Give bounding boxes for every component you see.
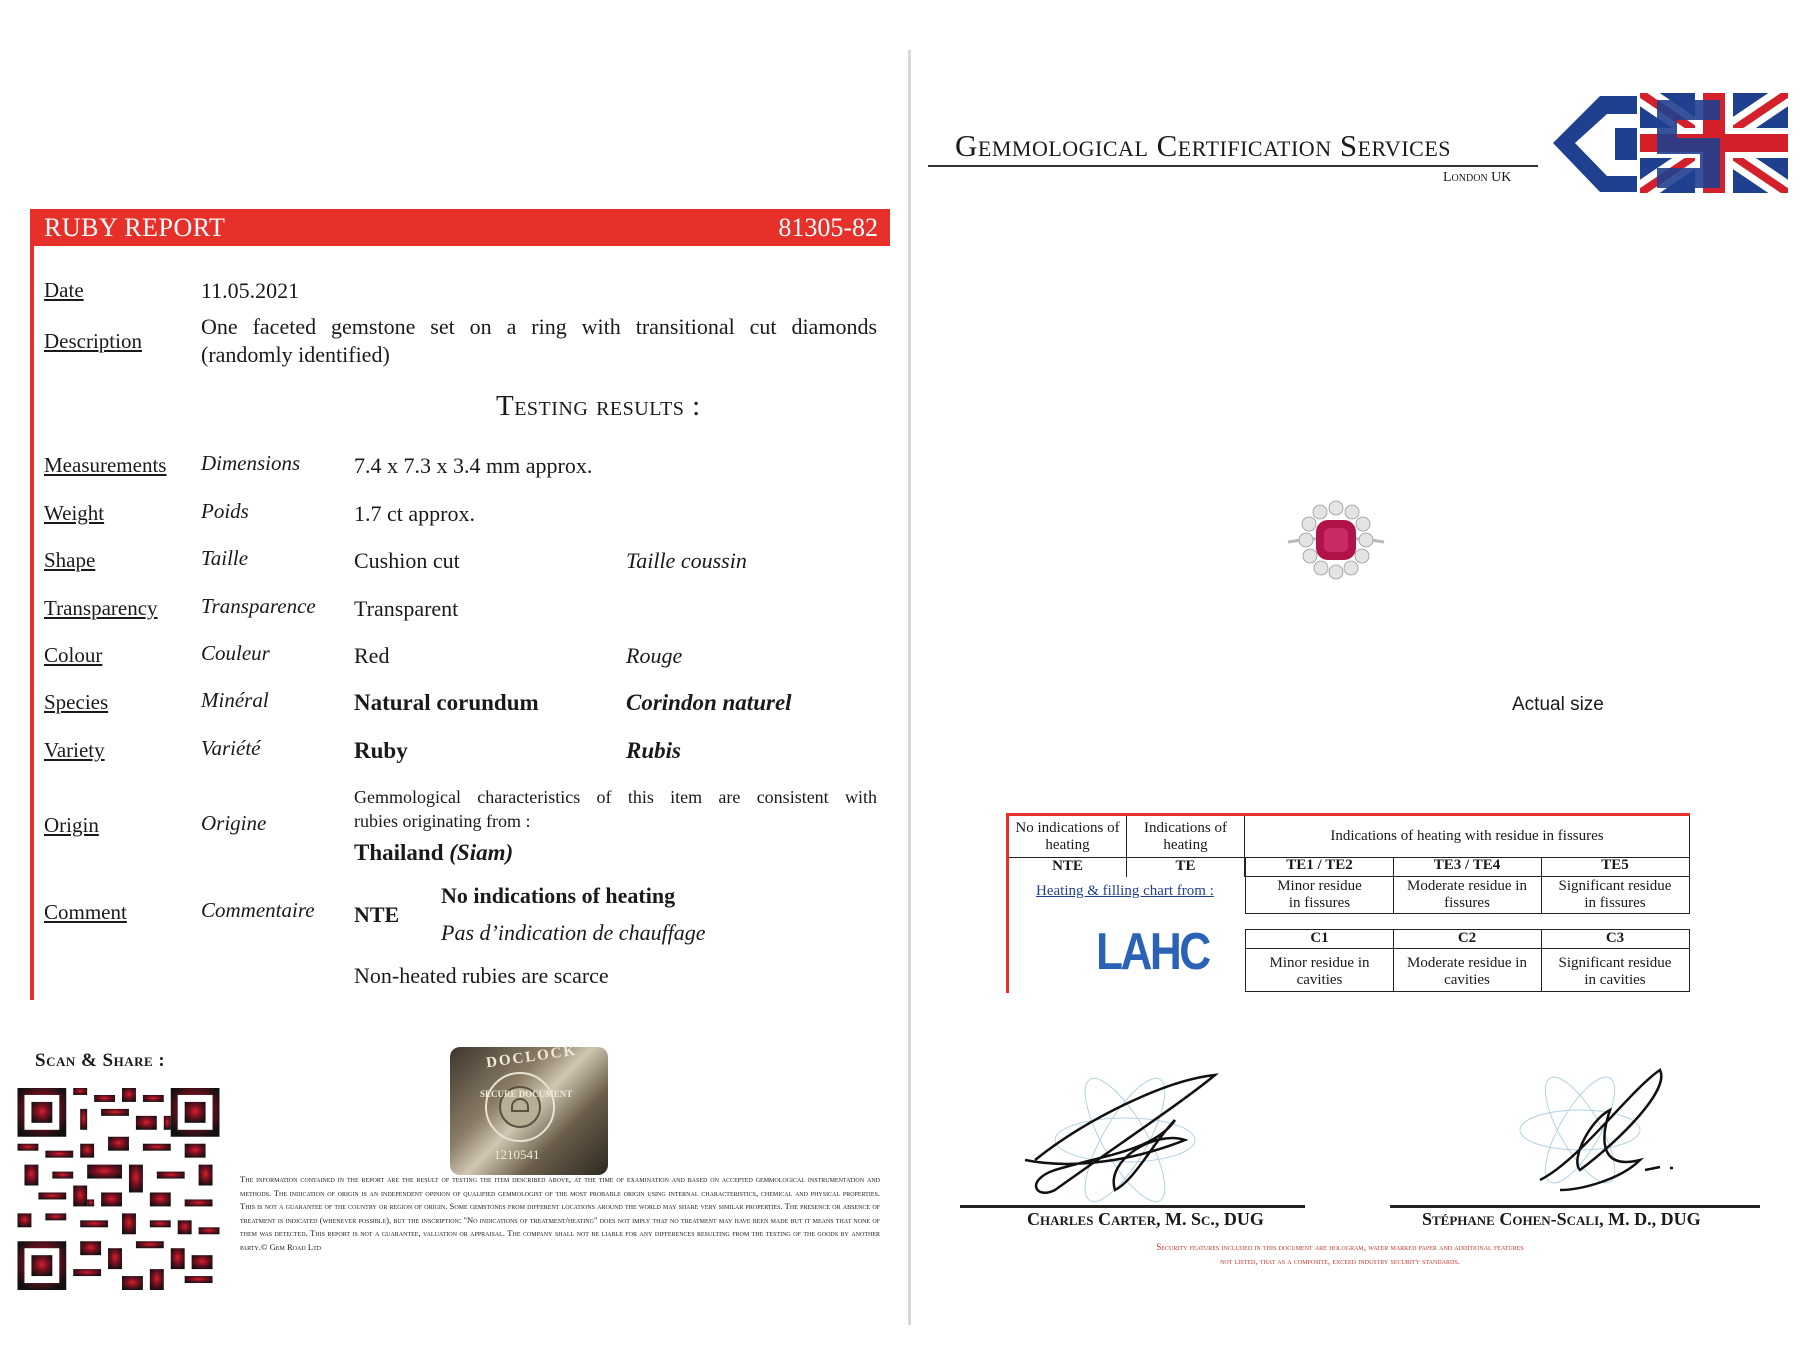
company-city: London UK [1443, 170, 1512, 185]
lahc-logo-icon [1094, 920, 1209, 990]
signature-carter-image [1015, 1060, 1235, 1210]
c-desc-3: Significant residue in cavities [1541, 948, 1690, 992]
result-label-fr: Dimensions [201, 451, 301, 475]
c-code-1: C1 [1245, 929, 1394, 949]
ruby-ring-image [1286, 496, 1386, 586]
residue-header: Indications of heating with residue in fissures [1245, 816, 1690, 858]
disclaimer-text: The information contained in the report are the result of testing the item described above, at the time of examination and based on accepted gemmological instrumentation and methods. The indication of origin is an independent opinion of qualified gemmologist of the most probable origin using internal characteristics, chemical and physical properties. This is not a guarantee of the country or region of origin. Some gemstones from different locations around the world may share very similar properties. The presence or absence of treatment is indicated (whenever possible), but the inscription: "No indications of treatment/heating" does not imply that no treatment may have been made but it means that none of them was detected. This report is not a guarantee, valuation or appraisal. The company shall not be liable for any differences resulting from the testing of the goods by another party.© Gem Road Ltd [240, 1174, 880, 1252]
result-value: Ruby [354, 738, 408, 763]
result-label-fr: Variété [201, 736, 261, 760]
company-rule [928, 165, 1538, 167]
date-label: Date [44, 278, 84, 302]
hologram-serial: 1210541 [494, 1147, 540, 1162]
result-label: Colour [44, 643, 103, 667]
te-desc-1: Minor residue in fissures [1245, 876, 1394, 914]
report-left-border [30, 246, 34, 1000]
actual-size-label: Actual size [1512, 694, 1604, 715]
company-name: Gemmological Certification Services [955, 128, 1451, 163]
te-desc-2: Moderate residue in fissures [1393, 876, 1542, 914]
origin-label: Origin [44, 813, 99, 837]
origin-text [354, 785, 877, 833]
te-desc-3: Significant residue in fissures [1541, 876, 1690, 914]
te-code-2: TE3 / TE4 [1393, 857, 1542, 877]
nte-code: NTE [1009, 857, 1127, 877]
result-value: Cushion cut [354, 548, 460, 573]
result-value: Red [354, 643, 390, 668]
c-code-2: C2 [1393, 929, 1542, 949]
origin-country-fr: (Siam) [449, 840, 514, 865]
description-line-1: One faceted gemstone set on a ring with transitional cut diamonds [201, 314, 877, 339]
signature-line-2 [1390, 1205, 1760, 1208]
qr-code-icon[interactable] [16, 1088, 221, 1290]
c-desc-1: Minor residue in cavities [1245, 948, 1394, 992]
result-value: Natural corundum [354, 690, 539, 715]
c-code-3: C3 [1541, 929, 1690, 949]
signatory-name-2: Stéphane Cohen-Scali, M. D., DUG [1422, 1209, 1701, 1229]
gcs-logo-icon [1545, 88, 1790, 198]
origin-line-1: Gemmological characteristics of this item are consistent with [354, 787, 877, 807]
nte-desc-cell [1009, 816, 1127, 858]
origin-country [354, 840, 513, 866]
scan-share-label: Scan & Share : [35, 1050, 166, 1071]
hologram-caption: SECURE DOCUMENT [480, 1089, 573, 1099]
result-label-fr: Transparence [201, 594, 316, 618]
description-value [201, 313, 877, 369]
result-value-fr: Rouge [626, 643, 683, 668]
comment-code: NTE [354, 902, 400, 927]
result-label: Species [44, 690, 109, 714]
heating-chart-link[interactable]: Heating & filling chart from : [1036, 883, 1214, 899]
result-label: Weight [44, 501, 105, 525]
result-label: Variety [44, 738, 105, 762]
page-fold [908, 50, 911, 1325]
nte-desc: No indications of heating [1015, 820, 1120, 853]
te-desc: Indications of heating [1144, 820, 1227, 853]
signature-cohen-scali-image [1500, 1050, 1690, 1200]
result-value-fr: Taille coussin [626, 548, 747, 573]
result-value: Transparent [354, 596, 459, 621]
report-header-bar [30, 209, 890, 246]
report-title: RUBY REPORT [44, 213, 226, 242]
doclock-hologram [450, 1042, 608, 1175]
comment-note: Non-heated rubies are scarce [354, 963, 609, 988]
lahc-logo-text: LAHC [1096, 923, 1209, 981]
result-label-fr: Minéral [201, 688, 269, 712]
result-label: Measurements [44, 453, 167, 477]
c-desc-2: Moderate residue in cavities [1393, 948, 1542, 992]
hologram-brand: DOCLOCK [485, 1042, 579, 1072]
te-code-3: TE5 [1541, 857, 1690, 877]
result-value: 7.4 x 7.3 x 3.4 mm approx. [354, 453, 593, 478]
result-label: Shape [44, 548, 96, 572]
result-label-fr: Poids [201, 499, 249, 523]
description-label: Description [44, 329, 142, 353]
description-line-2: (randomly identified) [201, 342, 390, 367]
date-value: 11.05.2021 [201, 278, 300, 303]
comment-text-fr: Pas d’indication de chauffage [441, 920, 706, 945]
result-label-fr: Couleur [201, 641, 270, 665]
testing-results-title: Testing results : [496, 390, 701, 422]
origin-line-2: rubies originating from : [354, 811, 531, 831]
comment-label: Comment [44, 900, 127, 924]
result-value-fr: Corindon naturel [626, 690, 792, 715]
te-desc-cell [1127, 816, 1245, 858]
result-value: 1.7 ct approx. [354, 501, 475, 526]
comment-label-fr: Commentaire [201, 898, 315, 922]
result-value-fr: Rubis [626, 738, 681, 763]
comment-text-en: No indications of heating [441, 883, 676, 908]
te-code-1: TE1 / TE2 [1245, 857, 1394, 877]
origin-country-en: Thailand [354, 840, 444, 865]
signatory-name-1: Charles Carter, M. Sc., DUG [1027, 1209, 1264, 1229]
security-features-note: Security features included in this document are hologram, water marked paper and additional features not listed, that as a composite, exceed industry security standards. [1156, 1242, 1524, 1266]
result-label-fr: Taille [201, 546, 249, 570]
report-number: 81305-82 [778, 213, 878, 242]
result-label: Transparency [44, 596, 158, 620]
origin-label-fr: Origine [201, 811, 267, 835]
te-code: TE [1127, 857, 1245, 877]
signature-line-1 [960, 1205, 1305, 1208]
